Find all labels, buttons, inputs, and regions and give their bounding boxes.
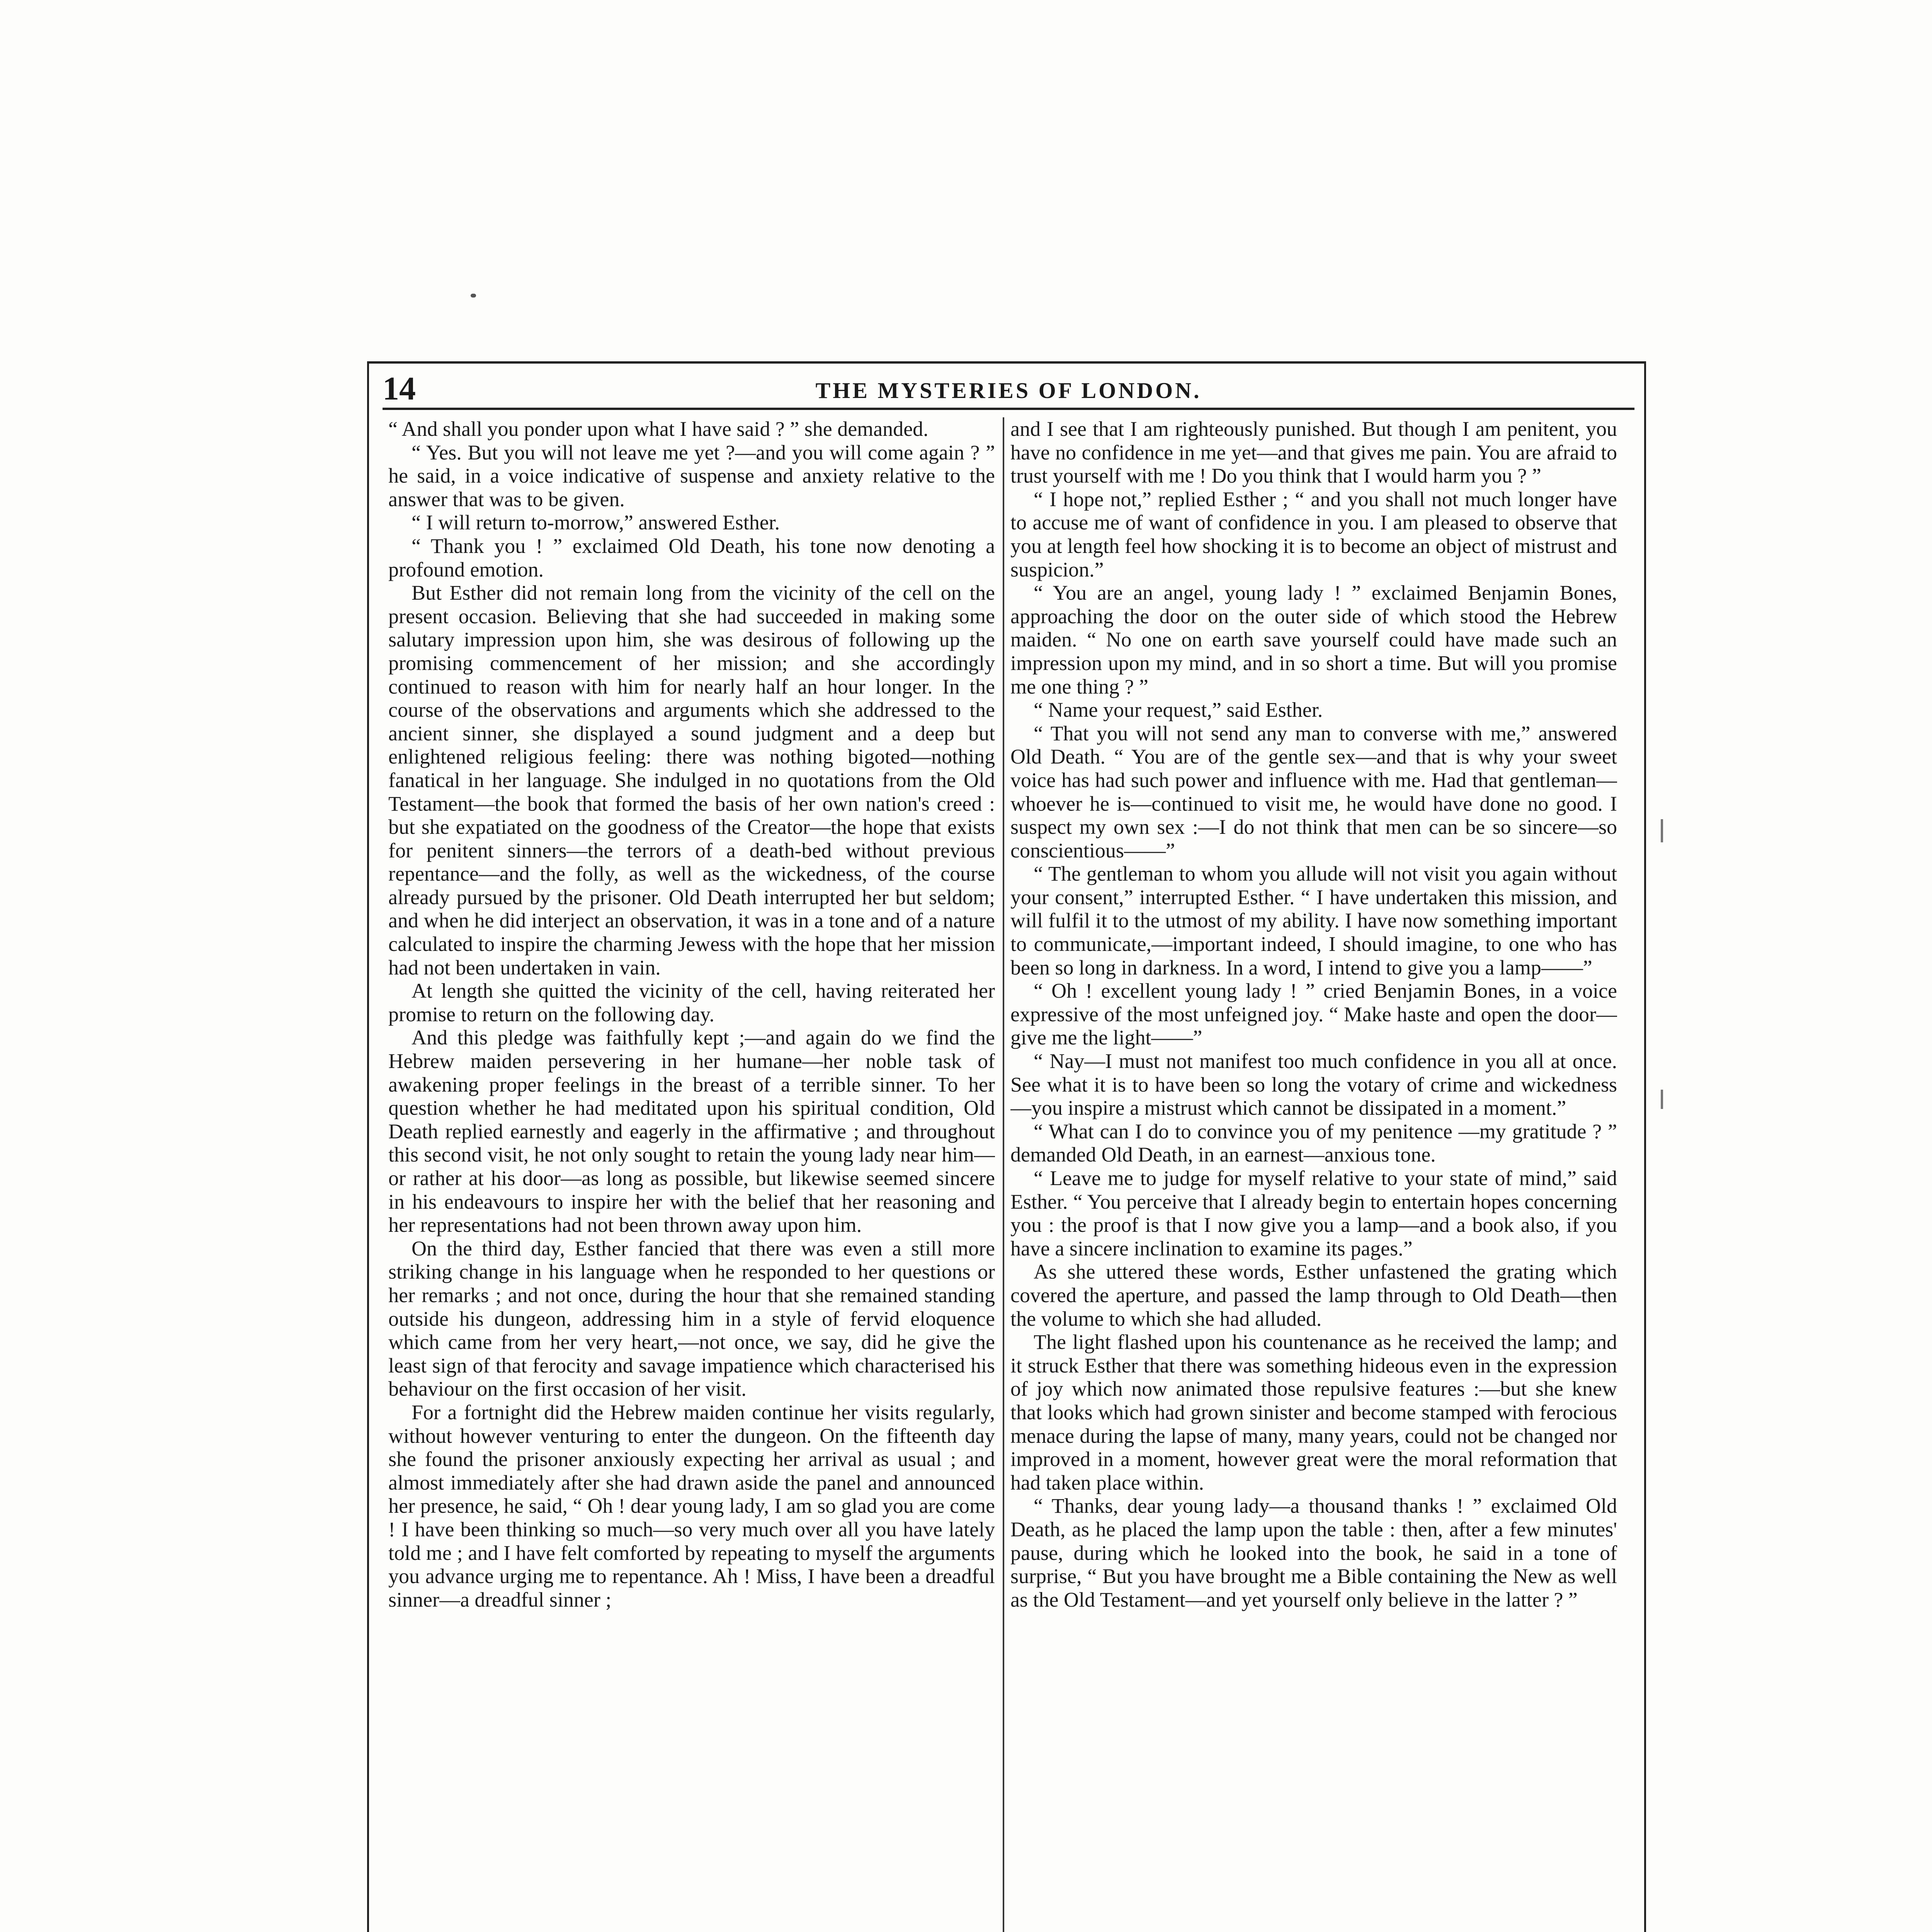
paragraph: “ And shall you ponder upon what I have said ? ” she demanded. [388,417,929,440]
paragraph: “ I will return to-morrow,” answered Esther. [412,511,780,534]
paragraph: The light flashed upon his countenance as he received the lamp; and it struck Esther that there was something hideous even in the expression of joy which now animated those repulsive features :—but she knew that looks which had grown sinister and become stamped with ferocious menace during the lapse of many, many years, could not be changed nor improved in a moment, however great were the moral reformation that had taken place within. [1010,1330,1617,1494]
paragraph: “ Name your request,” said Esther. [1034,698,1323,722]
paragraph: On the third day, Esther fancied that there was even a still more striking change in his language when he responded to her questions or her remarks ; and not once, during the hour that she remained standing outside his dungeon, addressing him in a style of fervid eloquence which came from her very heart,—not once, we say, did he give the least sign of that ferocity and savage impatience which characterised his behaviour on the first occasion of her visit. [388,1236,995,1401]
paragraph: For a fortnight did the Hebrew maiden continue her visits regularly, without however venturing to enter the dungeon. On the fifteenth day she found the prisoner anxiously expecting her arrival as usual ; and almost immediately after she had drawn aside the panel and announced her presence, he said, “ Oh ! dear young lady, I am so glad you are come ! I have been thinking so much—so very much over all you have lately told me ; and I have felt comforted by repeating to myself the arguments you advance urging me to repentance. Ah ! Miss, I have been a dreadful sinner—a dreadful sinner ; [388,1400,995,1611]
paragraph: “ What can I do to convince you of my penitence —my gratitude ? ” demanded Old Death, in an earnest—anxious tone. [1010,1119,1617,1167]
paragraph: “ I hope not,” replied Esther ; “ and you shall not much longer have to accuse me of want of confidence in you. I am pleased to observe that you at length feel how shocking it is to become an object of mistrust and suspicion.” [1010,487,1617,581]
left-column [388,417,995,1932]
paragraph: But Esther did not remain long from the vicinity of the cell on the present occasion. Believing that she had succeeded in making some salutary impression upon him, she was desirous of following up the promising commencement of her mission; and she accordingly continued to reason with him for nearly half an hour longer. In the course of the observations and arguments which she addressed to the ancient sinner, she displayed a sound judgment and a deep but enlightened religious feeling: there was nothing bigoted—nothing fanatical in her language. She indulged in no quotations from the Old Testament—the book that formed the basis of her own nation's creed : but she expatiated on the goodness of the Creator—the hope that exists for penitent sinners—the terrors of a death-bed without previous repentance—and the folly, as well as the wickedness, of the course already pursued by the prisoner. Old Death interrupted her but seldom; and when he did interject an observation, it was in a tone and of a nature calculated to inspire the charming Jewess with the hope that her mission had not been undertaken in vain. [388,581,995,979]
paragraph: “ Yes. But you will not leave me yet ?—and you will come again ? ” he said, in a voice indicative of suspense and anxiety relative to the answer that was to be given. [388,440,995,511]
paragraph: “ Leave me to judge for myself relative to your state of mind,” said Esther. “ You perceive that I already begin to entertain hopes concerning you : the proof is that I now give you a lamp—and a book also, if you have a sincere inclination to examine its pages.” [1010,1167,1617,1260]
paragraph: and I see that I am righteously punished. But though I am penitent, you have no confidence in me yet—and that gives me pain. You are afraid to trust yourself with me ! Do you think that I would harm you ? ” [1010,417,1617,488]
paragraph: “ Nay—I must not manifest too much confidence in you all at once. See what it is to have been so long the votary of crime and wickedness—you inspire a mistrust which cannot be dissipated in a moment.” [1010,1049,1617,1120]
stray-mark [471,294,476,298]
header-rule [383,408,1634,410]
paragraph: “ The gentleman to whom you allude will not visit you again without your consent,” interrupted Esther. “ I have undertaken this mission, and will fulfil it to the utmost of my ability. I have now something important to communicate,—important indeed, I should imagine, to one who has been so long in darkness. In a word, I intend to give you a lamp——” [1010,862,1617,979]
right-column [1010,417,1617,1932]
paragraph: At length she quitted the vicinity of the cell, having reiterated her promise to return on the following day. [388,979,995,1026]
column-divider [1003,417,1004,1932]
paragraph: “ You are an angel, young lady ! ” exclaimed Benjamin Bones, approaching the door on the outer side of which stood the Hebrew maiden. “ No one on earth save yourself could have made such an impression upon my mind, and in so short a time. But will you promise me one thing ? ” [1010,581,1617,698]
page-header [383,371,1634,406]
margin-mark [1661,819,1663,842]
paragraph: “ Thanks, dear young lady—a thousand thanks ! ” exclaimed Old Death, as he placed the lamp upon the table : then, after a few minutes' pause, during which he looked into the book, he said in a tone of surprise, “ But you have brought me a Bible containing the New as well as the Old Testament—and yet yourself only believe in the latter ? ” [1010,1494,1617,1611]
running-title: THE MYSTERIES OF LONDON. [815,378,1202,403]
page-number: 14 [383,370,416,407]
paragraph: As she uttered these words, Esther unfastened the grating which covered the aperture, and passed the lamp through to Old Death—then the volume to which she had alluded. [1010,1260,1617,1330]
paragraph: “ Thank you ! ” exclaimed Old Death, his tone now denoting a profound emotion. [388,534,995,581]
paragraph: “ That you will not send any man to converse with me,” answered Old Death. “ You are of the gentle sex—and that is why your sweet voice has had such power and influence with me. Had that gentleman—whoever he is—continued to visit me, he would have done no good. I suspect my own sex :—I do not think that men can be so sincere—so conscientious——” [1010,721,1617,862]
paragraph: And this pledge was faithfully kept ;—and again do we find the Hebrew maiden persevering in her humane—her noble task of awakening proper feelings in the breast of a terrible sinner. To her question whether he had meditated upon his spiritual condition, Old Death replied earnestly and eagerly in the affirmative ; and throughout this second visit, he not only sought to retain the young lady near him—or rather at his door—as long as possible, but likewise seemed sincere in his endeavours to inspire her with the belief that her reasoning and her representations had not been thrown away upon him. [388,1026,995,1237]
margin-mark [1661,1090,1663,1109]
paragraph: “ Oh ! excellent young lady ! ” cried Benjamin Bones, in a voice expressive of the most unfeigned joy. “ Make haste and open the door—give me the light——” [1010,979,1617,1049]
